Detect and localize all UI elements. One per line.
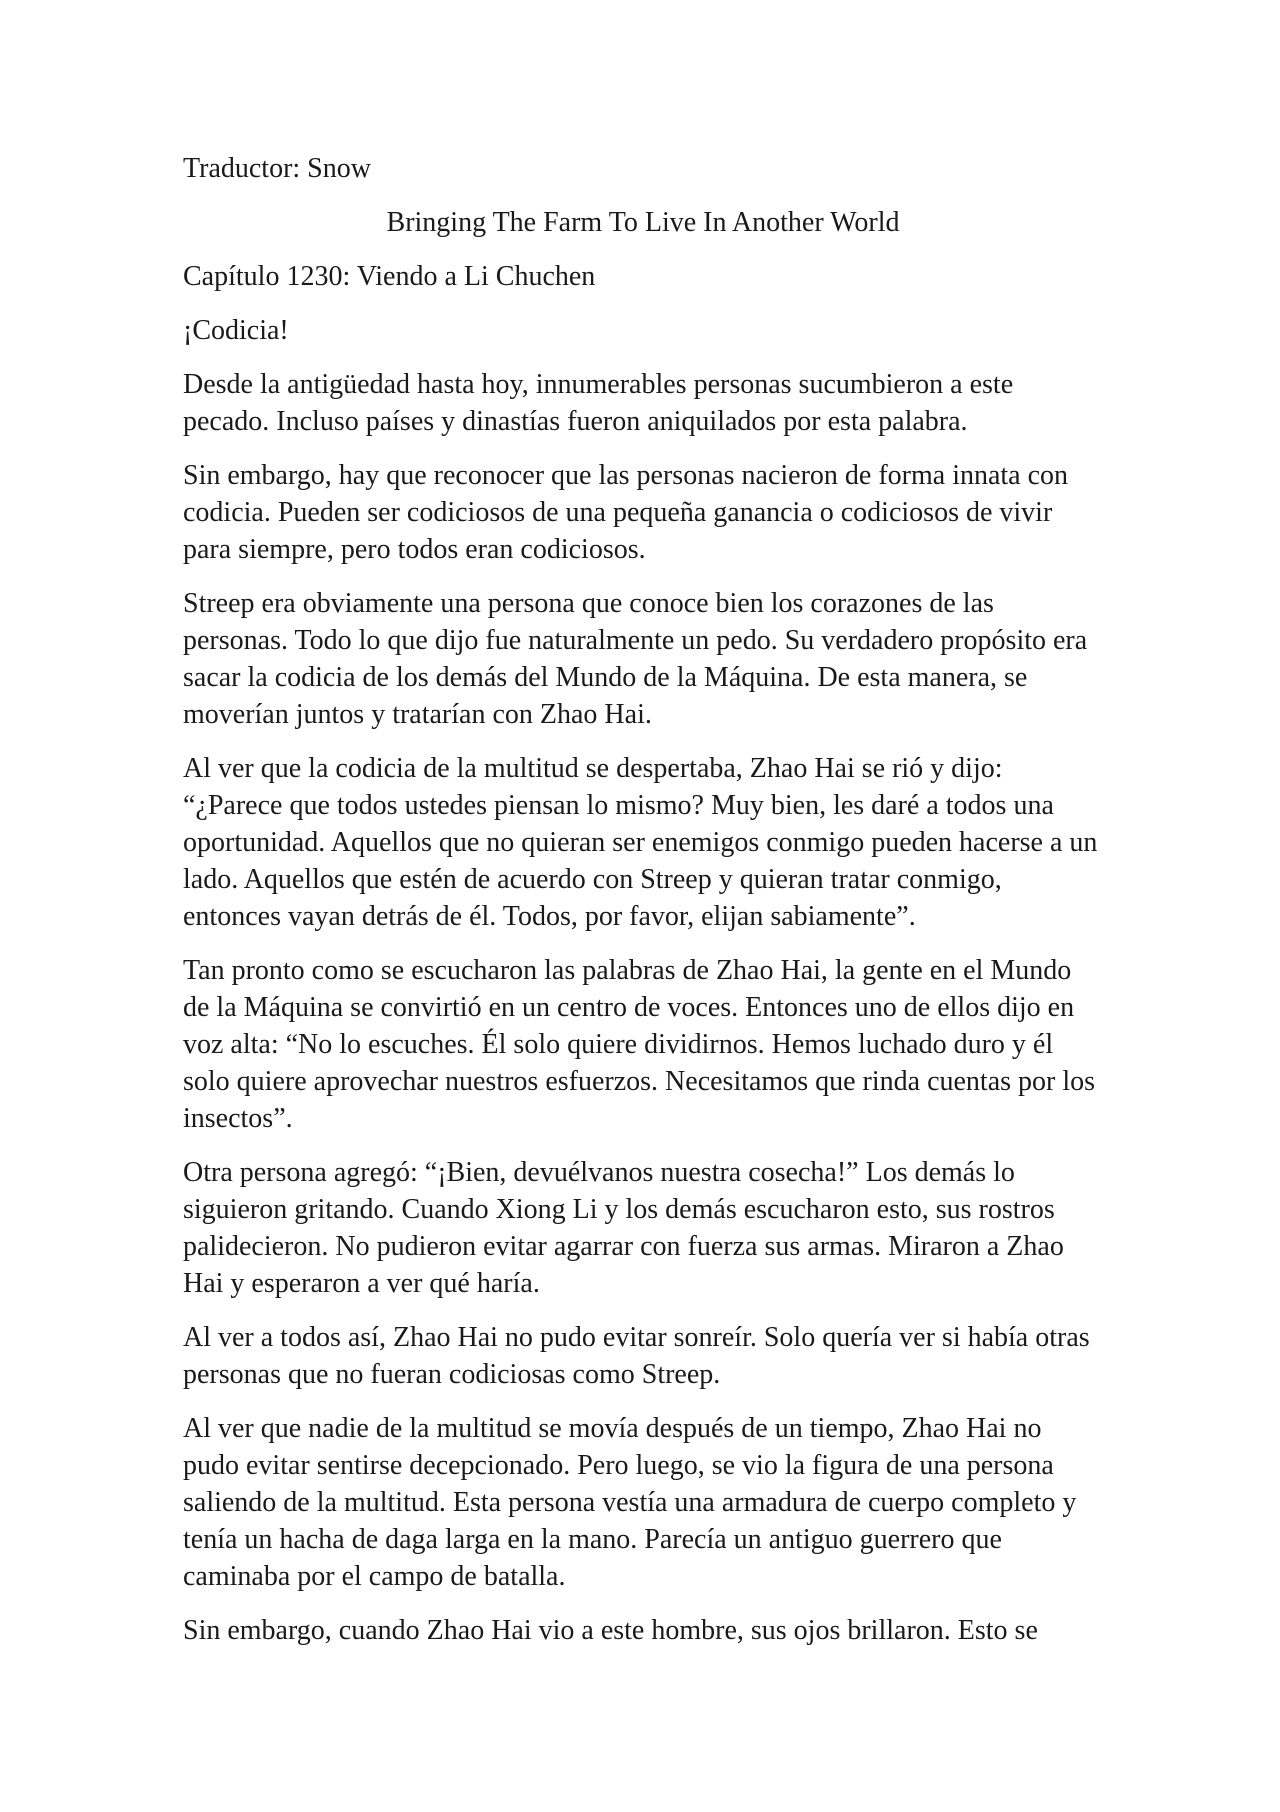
chapter-title: Capítulo 1230: Viendo a Li Chuchen	[183, 261, 596, 292]
translator-credit: Traductor: Snow	[183, 153, 371, 184]
book-title: Bringing The Farm To Live In Another World	[386, 207, 900, 238]
paragraph: Al ver a todos así, Zhao Hai no pudo evitar sonreír. Solo quería ver si había otras personas que no fueran codiciosas como Streep.	[183, 1322, 1090, 1390]
paragraph: Sin embargo, hay que reconocer que las personas nacieron de forma innata con codicia. Pueden ser codiciosos de una pequeña ganancia o codiciosos de vivir para siempre, pero todos eran codiciosos.	[183, 460, 1069, 565]
paragraph: Streep era obviamente una persona que conoce bien los corazones de las personas. Todo lo que dijo fue naturalmente un pedo. Su verdadero propósito era sacar la codicia de los demás del Mundo de la Máquina. De esta manera, se moverían juntos y tratarían con Zhao Hai.	[183, 588, 1088, 730]
paragraph: Al ver que nadie de la multitud se movía después de un tiempo, Zhao Hai no pudo evitar sentirse decepcionado. Pero luego, se vio la figura de una persona saliendo de la multitud. Esta persona vestía una armadura de cuerpo completo y tenía un hacha de daga larga en la mano. Parecía un antiguo guerrero que caminaba por el campo de batalla.	[183, 1413, 1077, 1592]
paragraph: Otra persona agregó: “¡Bien, devuélvanos nuestra cosecha!” Los demás lo siguieron gritando. Cuando Xiong Li y los demás escucharon esto, sus rostros palidecieron. No pudieron evitar agarrar con fuerza sus armas. Miraron a Zhao Hai y esperaron a ver qué haría.	[183, 1157, 1064, 1299]
paragraph: Sin embargo, cuando Zhao Hai vio a este hombre, sus ojos brillaron. Esto se	[183, 1615, 1038, 1646]
paragraph: Al ver que la codicia de la multitud se despertaba, Zhao Hai se rió y dijo: “¿Parece que todos ustedes piensan lo mismo? Muy bien, les daré a todos una oportunidad. Aquellos que no quieran ser enemigos conmigo pueden hacerse a un lado. Aquellos que estén de acuerdo con Streep y quieran tratar conmigo, entonces vayan detrás de él. Todos, por favor, elijan sabiamente”.	[183, 753, 1098, 932]
document-body	[183, 150, 1103, 1666]
paragraph: Tan pronto como se escucharon las palabras de Zhao Hai, la gente en el Mundo de la Máquina se convirtió en un centro de voces. Entonces uno de ellos dijo en voz alta: “No lo escuches. Él solo quiere dividirnos. Hemos luchado duro y él solo quiere aprovechar nuestros esfuerzos. Necesitamos que rinda cuentas por los insectos”.	[183, 955, 1096, 1134]
paragraph: Desde la antigüedad hasta hoy, innumerables personas sucumbieron a este pecado. Incluso países y dinastías fueron aniquilados por esta palabra.	[183, 369, 1014, 437]
paragraph: ¡Codicia!	[183, 315, 289, 346]
